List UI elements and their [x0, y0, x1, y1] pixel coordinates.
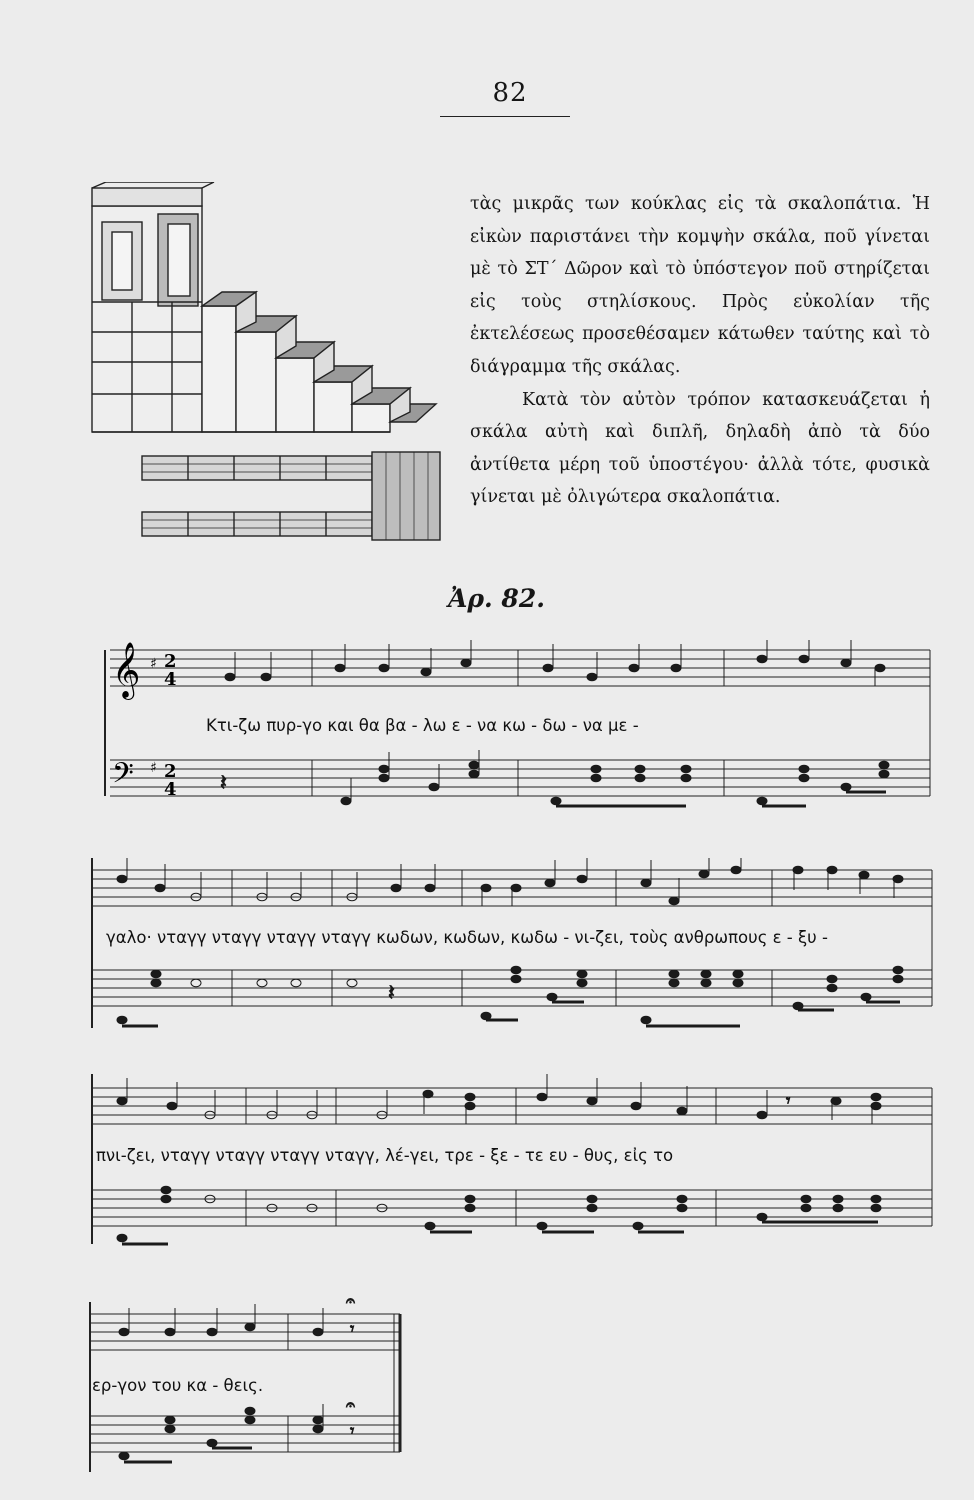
page-number: 82: [492, 78, 528, 108]
svg-text:♯: ♯: [150, 760, 157, 776]
paragraph-1: τὰς μικρᾶς των κούκλας εἰς τὰ σκαλοπάτια. Ἡ εἰκὼν παριστάνει τὴν κομψὴν σκάλα, ποῦ γίνεται μὲ τὸ ΣΤ΄ Δῶρον καὶ τὸ ὑπόστεγον ποῦ στηρίζεται εἰς τοὺς στηλίσκους. Πρὸς εὐκολίαν τῆς ἐκτελέσεως προσεθέσαμεν κάτωθεν ταύτης καὶ τὸ διάγραμμα τῆς σκάλας.: [470, 194, 930, 377]
example-label: Ἀρ. 82.: [448, 584, 545, 613]
time-sig-bottom: 4: [164, 669, 177, 690]
svg-text:2: 2: [164, 761, 177, 782]
staircase-illustration: [86, 182, 446, 542]
svg-text:𝄐: 𝄐: [346, 1395, 355, 1414]
header-rule: [440, 116, 570, 117]
music-system-2: [86, 858, 940, 1048]
svg-text:𝄽: 𝄽: [388, 981, 395, 1006]
lyrics-line-3: πνι-ζει, νταγγ νταγγ νταγγ νταγγ, λέ-γει, τρε - ξε - τε ευ - θυς, εἰς το: [96, 1146, 674, 1165]
paragraph-2: Κατὰ τὸν αὐτὸν τρόπον κατασκευάζεται ἡ σκάλα αὐτὴ καὶ διπλῆ, δηλαδὴ ἀπὸ τὰ δύο ἀντίθετα μέρη τοῦ ὑποστέγου· ἀλλὰ τότε, φυσικὰ γίνεται μὲ ὀλιγώτερα σκαλοπάτια.: [470, 389, 930, 508]
svg-text:♯: ♯: [150, 656, 157, 672]
body-text: [470, 188, 930, 514]
treble-clef-icon: 𝄞: [112, 642, 141, 698]
lyrics-line-1: Κτι-ζω πυρ-γο και θα βα - λω ε - να κω - δω - να με -: [206, 716, 639, 735]
svg-text:4: 4: [164, 779, 177, 800]
music-system-3: [86, 1074, 940, 1264]
time-sig-top: 2: [164, 651, 177, 672]
svg-text:𝄾: 𝄾: [350, 1319, 355, 1338]
lyrics-line-4: ερ-γον του κα - θεις.: [92, 1376, 264, 1395]
svg-text:𝄐: 𝄐: [346, 1294, 355, 1310]
svg-text:𝄽: 𝄽: [220, 771, 227, 796]
bass-clef-icon: 𝄢: [112, 757, 134, 797]
svg-text:𝄾: 𝄾: [350, 1421, 355, 1440]
lyrics-line-2: γαλο· νταγγ νταγγ νταγγ νταγγ κωδων, κωδων, κωδω - νι-ζει, τοὺς ανθρωπους ε - ξυ -: [106, 928, 828, 947]
svg-text:𝄾: 𝄾: [786, 1091, 791, 1110]
